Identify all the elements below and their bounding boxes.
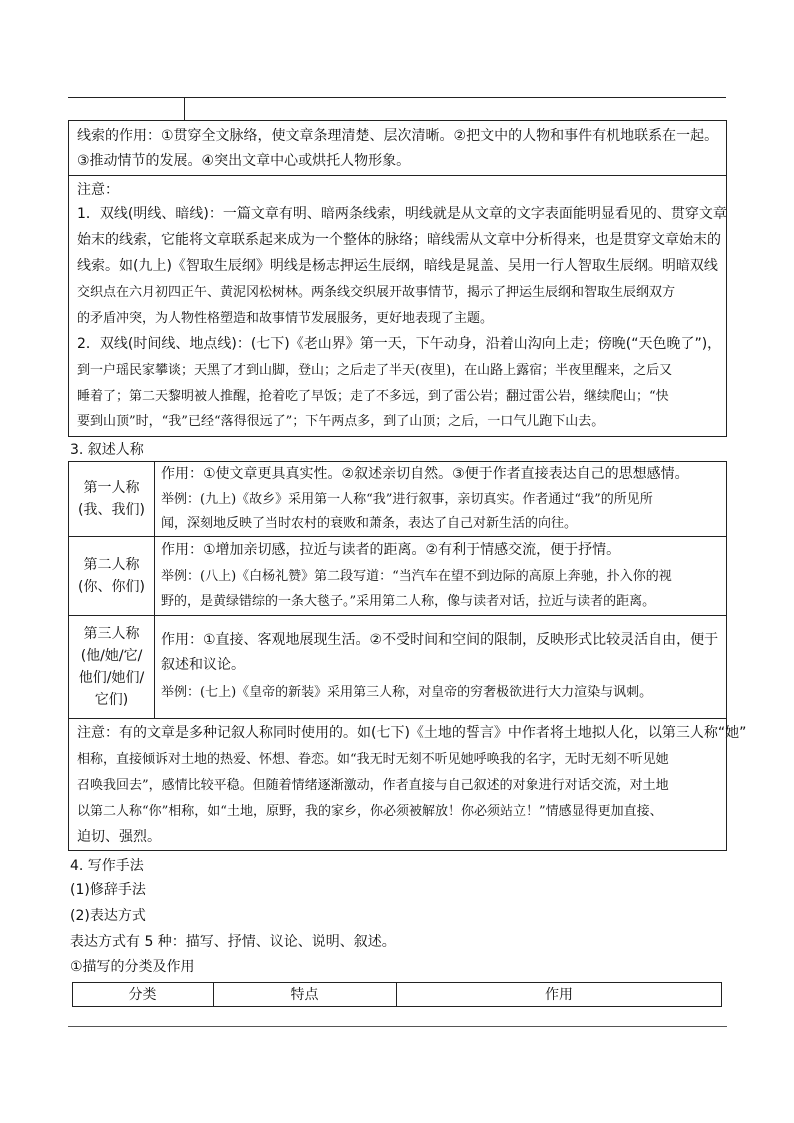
section4-sub1: (1)修辞手法 — [70, 882, 146, 898]
person-note-line-4: 迫切、强烈。 — [77, 829, 161, 845]
note-line-6: 到一户瑶民家攀谈；天黑了才到山脚，登山；之后走了半天(夜里)，在山路上露宿；半夜里醒来，之后又 — [77, 363, 673, 378]
person-row2-label-l1: 第二人称 — [83, 557, 140, 573]
section4-heading: 4. 写作手法 — [70, 858, 144, 874]
person-row3-effect-1: 作用：①直接、客观地展现生活。②不受时间和空间的限制，反映形式比较灵活自由，便于 — [161, 632, 719, 648]
clue-effect-line1: 线索的作用：①贯穿全文脉络，使文章条理清楚、层次清晰。②把文中的人物和事件有机地联系在一起。 — [77, 128, 719, 144]
person-row1-label-l2: (我、我们) — [78, 502, 145, 518]
note-title: 注意： — [77, 182, 119, 198]
person-row2-example-2: 野的，是黄绿错综的一条大毯子。”采用第二人称，像与读者对话，拉近与读者的距离。 — [161, 594, 656, 609]
desc-header-category: 分类 — [128, 986, 157, 1003]
note-line-4: 的矛盾冲突，为人物性格塑造和故事情节发展服务，更好地表现了主题。 — [77, 311, 494, 326]
section4-desc-heading: ①描写的分类及作用 — [70, 959, 195, 975]
note-line-2: 线索。如(九上)《智取生辰纲》明线是杨志押运生辰纲，暗线是晁盖、吴用一行人智取生辰纲。明暗双线 — [77, 258, 718, 274]
person-row1-label — [68, 461, 155, 537]
person-note-line-3: 以第二人称“你”相称，如“土地，原野，我的家乡，你必须被解放！你必须站立！”情感显得更加直接、 — [77, 804, 663, 819]
footer-rule — [68, 1026, 727, 1027]
person-row3-label-l2: (他/她/它/ — [80, 648, 143, 664]
person-row2-example-1: 举例：(八上)《白杨礼赞》第二段写道：“当汽车在望不到边际的高原上奔驰，扑入你的视 — [161, 569, 672, 584]
person-row1-example-2: 闻，深刻地反映了当时农村的衰败和萧条，表达了自己对新生活的向往。 — [161, 516, 578, 531]
desc-header-effect: 作用 — [545, 986, 573, 1003]
desc-header-feature: 特点 — [290, 986, 319, 1003]
top-rule — [68, 97, 726, 98]
person-row3-label-l1: 第三人称 — [83, 626, 140, 642]
person-row3-label-l3: 他们/她们/ — [78, 670, 145, 686]
person-row3-example-1: 举例：(七上)《皇帝的新装》采用第三人称，对皇帝的穷奢极欲进行大力渲染与讽刺。 — [161, 685, 653, 700]
person-row2-label — [68, 536, 155, 616]
person-row3-effect-2: 叙述和议论。 — [161, 657, 245, 673]
section4-sub2: (2)表达方式 — [70, 908, 146, 924]
note-line-8: 要到山顶”时，“我”已经“落得很远了”；下午两点多，到了山顶；之后，一口气儿跑下山去。 — [77, 414, 605, 429]
person-row3-label — [68, 615, 155, 719]
section4-expr-line: 表达方式有 5 种：描写、抒情、议论、说明、叙述。 — [70, 934, 396, 950]
top-divider — [184, 97, 185, 120]
note-line-5: 2．双线(时间线、地点线)：(七下)《老山界》第一天，下午动身，沿着山沟向上走；傍晚(“天色晚了”)， — [77, 336, 722, 352]
person-row1-label-l1: 第一人称 — [83, 480, 140, 496]
person-note-line-1: 相称，直接倾诉对土地的热爱、怀想、眷恋。如“我无时无刻不听见她呼唤我的名字，无时无刻不听见她 — [77, 752, 669, 767]
person-row2-label-l2: (你、你们) — [78, 579, 145, 595]
note-line-0: 1．双线(明线、暗线)：一篇文章有明、暗两条线索，明线就是从文章的文字表面能明显看见的、贯穿文章 — [77, 206, 727, 222]
note-line-3: 交织点在六月初四正午、黄泥冈松树林。两条线交织展开故事情节，揭示了押运生辰纲和智取生辰纲双方 — [77, 285, 676, 300]
note-line-7: 睡着了；第二天黎明被人推醒，抢着吃了早饭；走了不多远，到了雷公岩；翻过雷公岩，继续爬山；“快 — [77, 389, 669, 404]
clue-effect-line2: ③推动情节的发展。④突出文章中心或烘托人物形象。 — [77, 153, 411, 169]
section3-heading: 3. 叙述人称 — [70, 442, 144, 458]
note-line-1: 始末的线索，它能将文章联系起来成为一个整体的脉络；暗线需从文章中分析得来，也是贯穿文章始末的 — [77, 232, 721, 248]
person-row3-label-l4: 它们) — [94, 692, 129, 708]
person-note-line-0: 注意：有的文章是多种记叙人称同时使用的。如(七下)《土地的誓言》中作者将土地拟人化，以第三人称“她” — [77, 725, 747, 741]
person-row1-effect: 作用：①使文章更具真实性。②叙述亲切自然。③便于作者直接表达自己的思想感情。 — [161, 466, 689, 482]
person-note-line-2: 召唤我回去”，感情比较平稳。但随着情绪逐渐激动，作者直接与自己叙述的对象进行对话交流，对土地 — [77, 778, 669, 793]
person-row1-example-1: 举例：(九上)《故乡》采用第一人称“我”进行叙事，亲切真实。作者通过“我”的所见所 — [161, 492, 653, 507]
person-row2-effect: 作用：①增加亲切感，拉近与读者的距离。②有利于情感交流，便于抒情。 — [161, 542, 621, 558]
